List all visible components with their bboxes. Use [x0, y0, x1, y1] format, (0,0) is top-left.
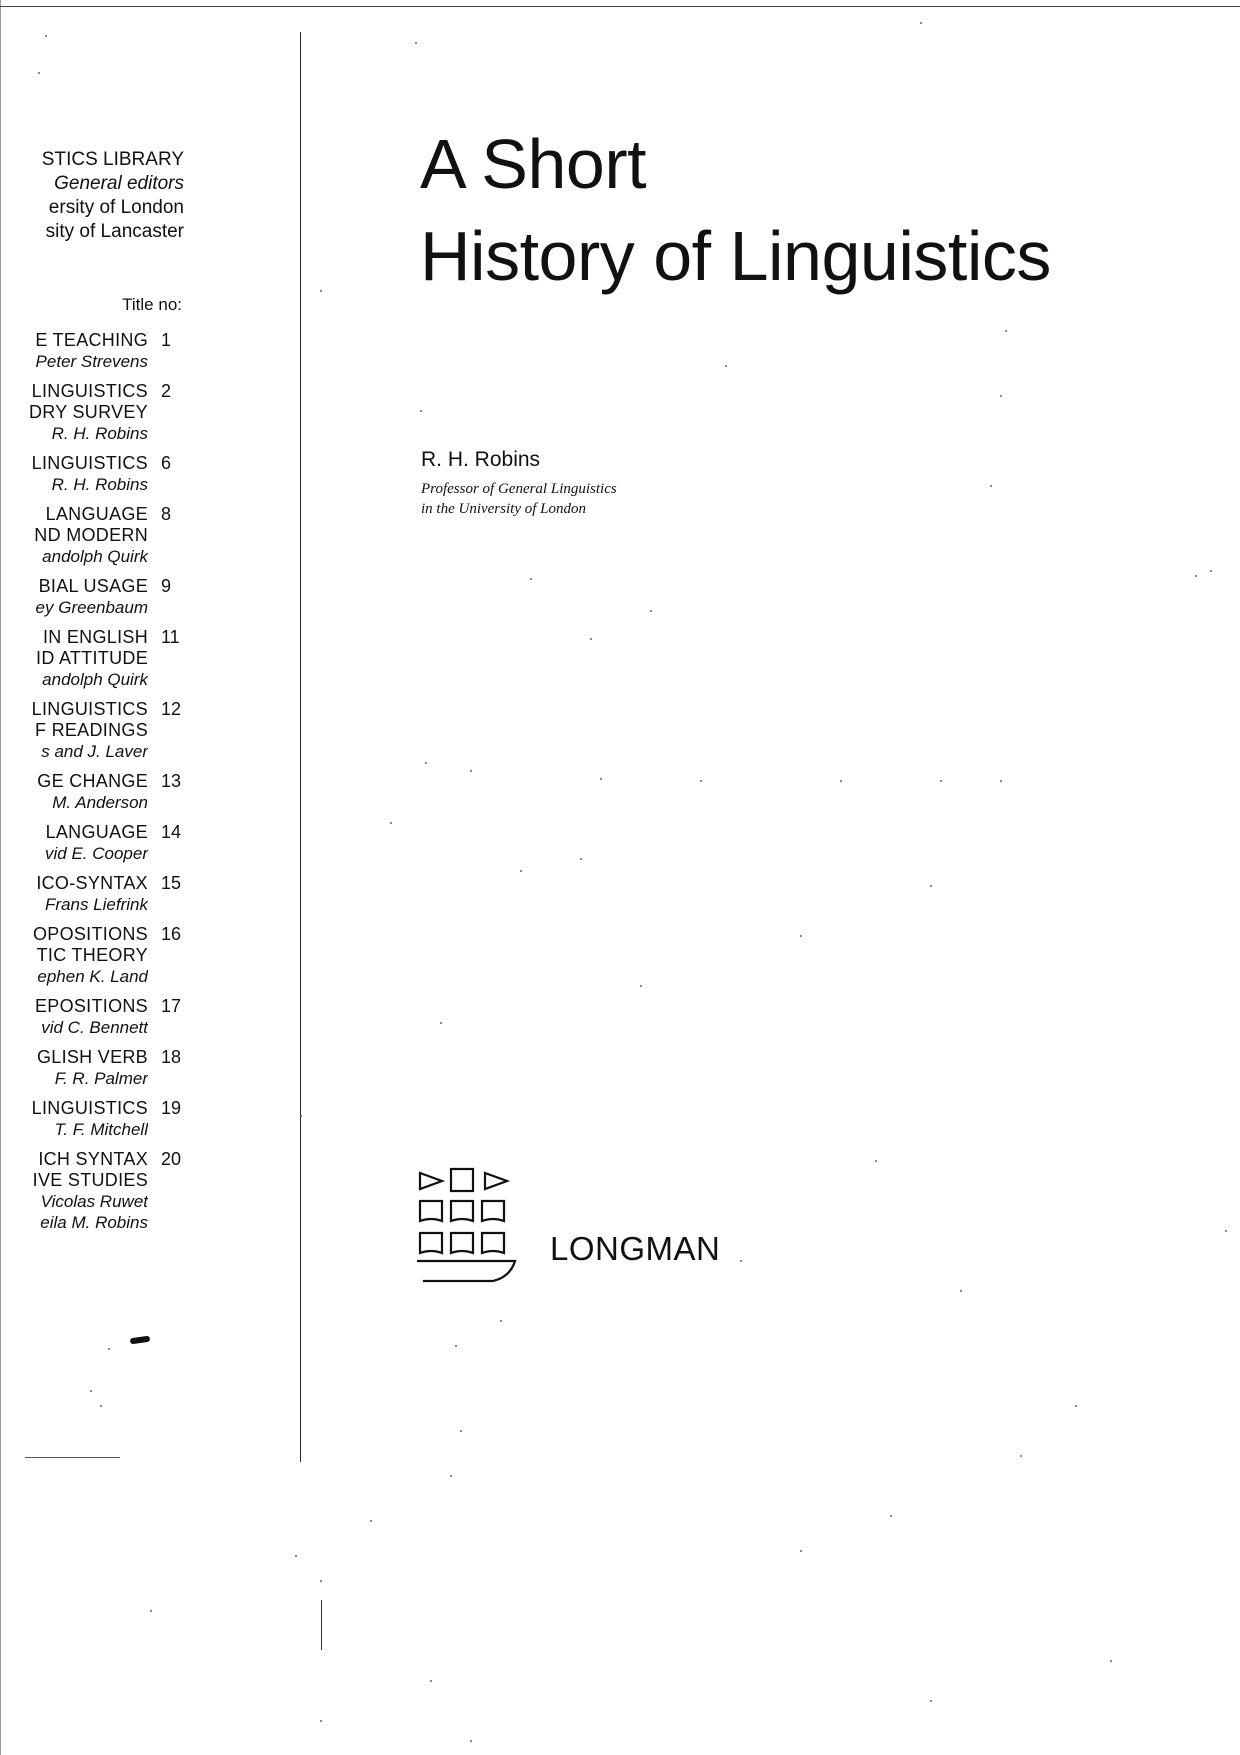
- scan-speck: [920, 22, 922, 24]
- author-affiliation: [421, 479, 617, 519]
- scan-speck: [580, 858, 582, 860]
- book-title: [420, 118, 1051, 302]
- page-gutter-line: [300, 32, 301, 1462]
- publisher-name: LONGMAN: [550, 1230, 721, 1267]
- book-title-line-2: History of Linguistics: [420, 217, 1051, 295]
- scan-speck: [455, 1345, 457, 1347]
- series-list-item: [0, 381, 190, 444]
- series-item-author: M. Anderson: [52, 793, 148, 812]
- scan-speck: [460, 1430, 462, 1432]
- scan-speck: [875, 1160, 877, 1162]
- series-item-author: andolph Quirk: [42, 670, 148, 689]
- series-item-title: LANGUAGE: [45, 504, 148, 524]
- scan-speck: [300, 1115, 302, 1117]
- series-item-author: Vicolas Ruwet: [40, 1192, 148, 1211]
- series-item-number: 15: [161, 873, 182, 893]
- series-list-item: [0, 1149, 190, 1233]
- series-item-number: 9: [161, 576, 172, 596]
- scan-speck: [100, 1405, 102, 1407]
- scan-speck: [650, 610, 652, 612]
- series-item-number: 1: [161, 330, 172, 350]
- scan-speck: [890, 1515, 892, 1517]
- series-title-list: [0, 330, 190, 1242]
- series-item-title: GLISH VERB: [36, 1047, 148, 1067]
- series-item-title: LINGUISTICS: [31, 1098, 148, 1118]
- scan-speck: [150, 1610, 152, 1612]
- scan-speck: [940, 780, 942, 782]
- series-item-title: BIAL USAGE: [38, 576, 148, 596]
- series-item-author: F. R. Palmer: [54, 1069, 148, 1088]
- series-list-item: [0, 576, 190, 618]
- series-item-number: 19: [161, 1098, 182, 1118]
- scan-speck: [38, 72, 40, 74]
- series-list-item: [0, 822, 190, 864]
- series-list-item: [0, 330, 190, 372]
- series-item-author: Peter Strevens: [35, 352, 148, 371]
- scan-speck: [1005, 330, 1007, 332]
- author-affiliation-line-2: in the University of London: [421, 501, 586, 517]
- series-list-item: [0, 873, 190, 915]
- scan-speck: [390, 822, 392, 824]
- scan-line-mark: [25, 1457, 120, 1458]
- scan-speck: [108, 1348, 110, 1350]
- series-item-author: vid C. Bennett: [41, 1018, 148, 1037]
- book-author: R. H. Robins: [421, 448, 541, 471]
- series-item-number: 14: [161, 822, 182, 842]
- scan-speck: [425, 762, 427, 764]
- series-item-number: 16: [161, 924, 182, 944]
- series-item-title: IN ENGLISH: [42, 627, 148, 647]
- series-list-item: [0, 699, 190, 762]
- series-item-author: andolph Quirk: [42, 547, 148, 566]
- scan-speck: [1020, 1455, 1022, 1457]
- series-item-title: EPOSITIONS: [34, 996, 148, 1016]
- scan-speck: [725, 365, 727, 367]
- series-list-item: [0, 504, 190, 567]
- series-list-item: [0, 627, 190, 690]
- series-name: STICS LIBRARY: [41, 149, 184, 170]
- series-item-number: 20: [161, 1149, 182, 1169]
- scan-speck: [590, 638, 592, 640]
- scan-speck: [320, 1720, 322, 1722]
- series-item-number: 17: [161, 996, 182, 1016]
- series-item-title: TIC THEORY: [36, 945, 148, 965]
- series-item-title: ID ATTITUDE: [36, 648, 148, 668]
- editor-affiliation-1: ersity of London: [48, 197, 184, 218]
- author-affiliation-line-1: Professor of General Linguistics: [421, 481, 617, 497]
- scan-speck: [530, 578, 532, 580]
- series-item-number: 18: [161, 1047, 182, 1067]
- series-item-title: E TEACHING: [35, 330, 148, 350]
- series-item-number: 2: [161, 381, 172, 401]
- scan-speck: [440, 1022, 442, 1024]
- series-item-author: R. H. Robins: [51, 424, 148, 443]
- series-item-title: F READINGS: [34, 720, 148, 740]
- scan-speck: [90, 1390, 92, 1392]
- scan-speck: [930, 885, 932, 887]
- series-item-author: T. F. Mitchell: [54, 1120, 148, 1139]
- scan-speck: [840, 780, 842, 782]
- series-item-number: 11: [161, 627, 180, 647]
- series-item-author: Frans Liefrink: [45, 895, 148, 914]
- scan-speck: [45, 35, 47, 37]
- scan-speck: [500, 1320, 502, 1322]
- series-list-item: [0, 996, 190, 1038]
- scan-speck: [1110, 1660, 1112, 1662]
- scan-speck: [450, 1475, 452, 1477]
- series-item-author: eila M. Robins: [40, 1213, 148, 1232]
- scan-speck: [420, 410, 422, 412]
- scan-speck: [430, 1680, 432, 1682]
- series-item-title: ND MODERN: [34, 525, 148, 545]
- scan-speck: [1000, 780, 1002, 782]
- top-rule: [0, 6, 1240, 7]
- scan-speck: [1210, 570, 1212, 572]
- series-item-number: 6: [161, 453, 172, 473]
- series-item-title: ICH SYNTAX: [38, 1149, 148, 1169]
- scan-speck: [520, 870, 522, 872]
- series-item-number: 8: [161, 504, 172, 524]
- scan-speck: [990, 485, 992, 487]
- series-item-title: LINGUISTICS: [31, 453, 148, 473]
- scan-speck: [800, 1550, 802, 1552]
- series-list-item: [0, 1047, 190, 1089]
- series-list-item: [0, 453, 190, 495]
- series-item-title: LINGUISTICS: [31, 699, 148, 719]
- scan-speck: [1225, 1230, 1227, 1232]
- series-item-title: OPOSITIONS: [32, 924, 148, 944]
- scan-speck: [1075, 1405, 1077, 1407]
- scan-speck: [470, 1740, 472, 1742]
- series-editors-label: General editors: [54, 173, 184, 194]
- scan-speck: [1195, 575, 1197, 577]
- series-item-title: LINGUISTICS: [31, 381, 148, 401]
- scan-speck: [930, 1700, 932, 1702]
- series-item-author: s and J. Laver: [41, 742, 148, 761]
- scan-speck: [295, 1555, 297, 1557]
- scan-speck: [470, 770, 472, 772]
- scan-speck: [640, 985, 642, 987]
- series-item-title: LANGUAGE: [45, 822, 148, 842]
- ink-blot: [130, 1336, 151, 1345]
- scan-speck: [320, 1580, 322, 1582]
- series-list-item: [0, 771, 190, 813]
- series-item-number: 12: [161, 699, 182, 719]
- scan-speck: [370, 1520, 372, 1522]
- title-no-label: Title no:: [122, 295, 182, 314]
- series-item-title: IVE STUDIES: [32, 1170, 148, 1190]
- series-item-title: ICO-SYNTAX: [36, 873, 148, 893]
- scan-speck: [800, 935, 802, 937]
- series-item-author: vid E. Cooper: [45, 844, 148, 863]
- book-title-line-1: A Short: [420, 125, 647, 203]
- page-gutter-line-lower: [321, 1600, 322, 1650]
- scan-speck: [600, 778, 602, 780]
- editor-affiliation-2: sity of Lancaster: [45, 221, 184, 242]
- scan-speck: [415, 42, 417, 44]
- series-heading: [42, 148, 184, 244]
- series-list-item: [0, 1098, 190, 1140]
- scan-speck: [1000, 395, 1002, 397]
- series-item-title: GE CHANGE: [37, 771, 148, 791]
- series-item-author: R. H. Robins: [51, 475, 148, 494]
- series-list-item: [0, 924, 190, 987]
- series-item-author: ey Greenbaum: [35, 598, 148, 617]
- scan-speck: [740, 1260, 742, 1262]
- series-item-author: ephen K. Land: [37, 967, 148, 986]
- series-item-number: 13: [161, 771, 182, 791]
- longman-ship-logo: [415, 1165, 525, 1290]
- scan-speck: [320, 290, 322, 292]
- scan-speck: [960, 1290, 962, 1292]
- series-item-title: DRY SURVEY: [28, 402, 148, 422]
- scan-speck: [700, 780, 702, 782]
